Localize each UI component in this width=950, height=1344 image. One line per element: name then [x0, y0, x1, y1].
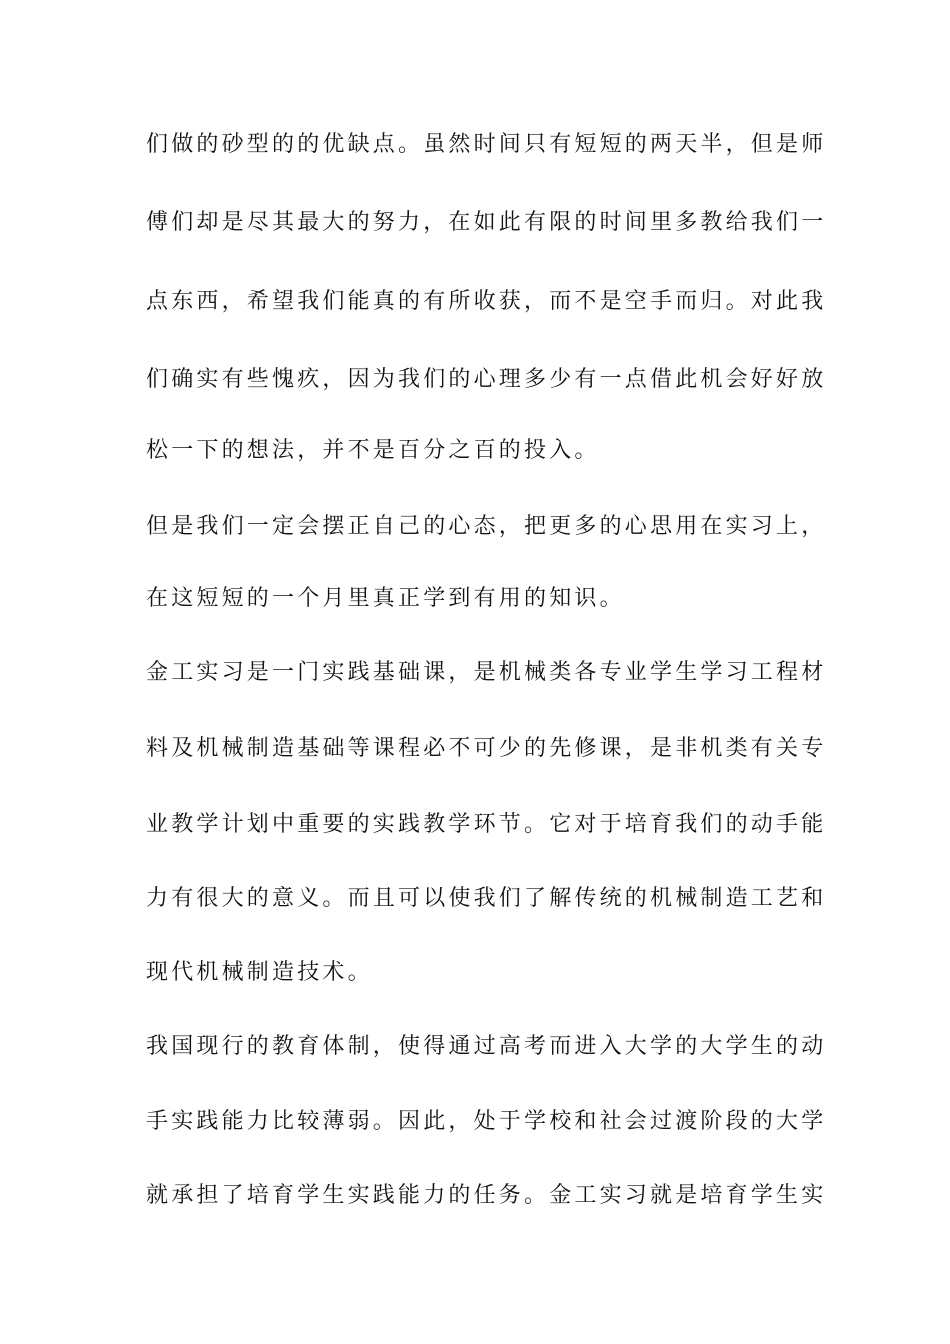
text-line: 但是我们一定会摆正自己的心态，把更多的心思用在实习上， — [146, 514, 827, 539]
text-line: 手实践能力比较薄弱。因此，处于学校和社会过渡阶段的大学 — [146, 1109, 827, 1134]
text-line: 们确实有些愧疚，因为我们的心理多少有一点借此机会好好放 — [146, 367, 827, 392]
text-line: 金工实习是一门实践基础课，是机械类各专业学生学习工程材 — [146, 660, 827, 685]
text-line: 们做的砂型的的优缺点。虽然时间只有短短的两天半，但是师 — [146, 132, 827, 157]
text-line: 现代机械制造技术。 — [146, 960, 373, 985]
text-line: 我国现行的教育体制，使得通过高考而进入大学的大学生的动 — [146, 1034, 827, 1059]
text-line: 松一下的想法，并不是百分之百的投入。 — [146, 438, 600, 463]
text-line: 点东西，希望我们能真的有所收获，而不是空手而归。对此我 — [146, 289, 827, 314]
text-line: 在这短短的一个月里真正学到有用的知识。 — [146, 586, 625, 611]
text-line: 业教学计划中重要的实践教学环节。它对于培育我们的动手能 — [146, 812, 827, 837]
text-line: 料及机械制造基础等课程必不可少的先修课，是非机类有关专 — [146, 736, 827, 761]
text-line: 力有很大的意义。而且可以使我们了解传统的机械制造工艺和 — [146, 886, 827, 911]
text-line: 就承担了培育学生实践能力的任务。金工实习就是培育学生实 — [146, 1183, 827, 1208]
text-line: 傅们却是尽其最大的努力，在如此有限的时间里多教给我们一 — [146, 210, 827, 235]
